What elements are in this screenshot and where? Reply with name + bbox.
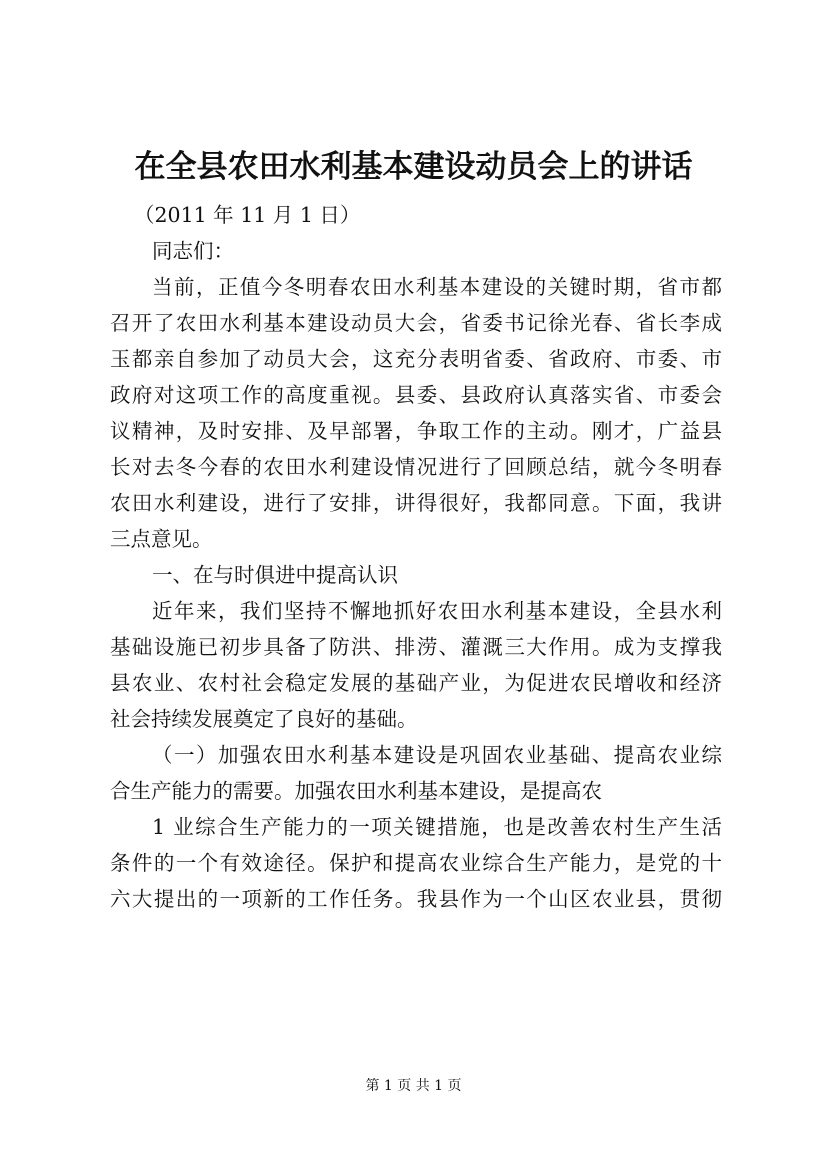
paragraph-line: 条件的一个有效途径。保护和提高农业综合生产能力，是党的十 [110,851,722,875]
paragraph-line: 当前，正值今冬明春农田水利基本建设的关键时期，省市都 [152,275,722,299]
paragraph-progress [110,593,722,737]
paragraph-line: 政府对这项工作的高度重视。县委、县政府认真落实省、市委会 [110,383,722,407]
paragraph-line: （一）加强农田水利基本建设是巩固农业基础、提高农业综 [152,743,722,767]
paragraph-line: 县农业、农村社会稳定发展的基础产业，为促进农民增收和经济 [110,671,722,695]
paragraph-line: 召开了农田水利基本建设动员大会，省委书记徐光春、省长李成 [110,311,722,335]
paragraph-line: 农田水利建设，进行了安排，讲得很好，我都同意。下面，我讲 [110,491,722,515]
paragraph-line: 议精神，及时安排、及早部署，争取工作的主动。刚才，广益县 [110,419,722,443]
paragraph-line: 六大提出的一项新的工作任务。我县作为一个山区农业县，贯彻 [110,887,722,911]
paragraph-continuation [110,809,722,917]
paragraph-line: 玉都亲自参加了动员大会，这充分表明省委、省政府、市委、市 [110,347,722,371]
paragraph-line: 三点意见。 [110,527,213,551]
paragraph-line: 基础设施已初步具备了防洪、排涝、灌溉三大作用。成为支撑我 [110,635,722,659]
speech-date: （2011 年 11 月 1 日） [134,203,361,227]
page-number: 第 1 页 共 1 页 [365,1078,462,1094]
greeting: 同志们： [152,239,234,263]
section-heading: 一、在与时俱进中提高认识 [152,563,398,587]
paragraph-intro [110,269,722,557]
paragraph-line: 近年来，我们坚持不懈地抓好农田水利基本建设，全县水利 [152,599,722,623]
paragraph-line: 长对去冬今春的农田水利建设情况进行了回顾总结，就今冬明春 [110,455,722,479]
document-body [110,197,722,917]
document-title: 在全县农田水利基本建设动员会上的讲话 [134,149,693,185]
paragraph-line: 合生产能力的需要。加强农田水利基本建设，是提高农 [110,779,602,803]
paragraph-line: 1 业综合生产能力的一项关键措施，也是改善农村生产生活 [152,815,722,839]
paragraph-subsection-1 [110,737,722,809]
paragraph-line: 社会持续发展奠定了良好的基础。 [110,707,418,731]
